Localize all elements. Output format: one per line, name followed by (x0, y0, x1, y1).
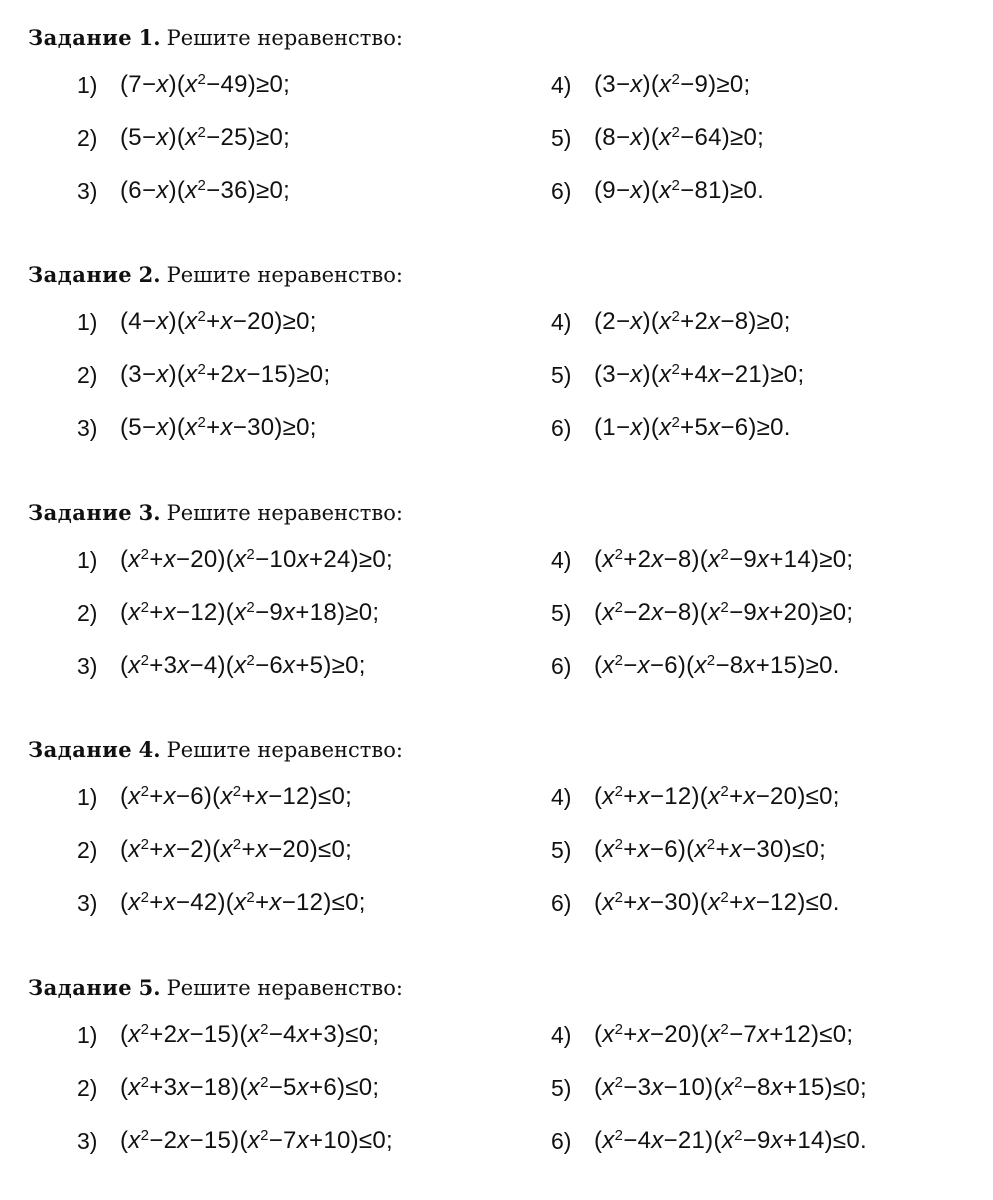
problem-expression: $(x^2-x-6)(x^2-8x+15)\ge 0$. (594, 651, 840, 679)
problem-expression: $(x^2+x-2)(x^2+x-20)\le 0$; (120, 835, 353, 863)
problem-number: 5) (551, 125, 572, 151)
task-title (28, 734, 403, 765)
task-number: 4 (138, 737, 154, 762)
problem-number: 2) (77, 362, 98, 388)
problem-expression: $(x^2+x-6)(x^2+x-30)\le 0$; (594, 835, 827, 863)
problem-number: 5) (551, 837, 572, 863)
problem-number: 4) (551, 784, 572, 810)
problem-expression: $(9-x)(x^2-81)\ge 0$. (594, 176, 765, 204)
task-number: 3 (138, 500, 154, 525)
problem-number: 4) (551, 1022, 572, 1048)
problem-number: 2) (77, 600, 98, 626)
problem-number: 3) (77, 890, 98, 916)
problem-expression: $(3-x)(x^2+2x-15)\ge 0$; (120, 360, 331, 388)
task-number-dot: . (153, 737, 161, 762)
problem-number: 1) (77, 72, 98, 98)
task-title (28, 259, 403, 290)
task-title (28, 22, 403, 53)
task-instruction: Решите неравенство: (166, 738, 403, 762)
problem-number: 2) (77, 837, 98, 863)
problem-number: 2) (77, 125, 98, 151)
problem-expression: $(x^2+2x-8)(x^2-9x+14)\ge 0$; (594, 545, 854, 573)
problem-number: 5) (551, 1075, 572, 1101)
problem-number: 4) (551, 309, 572, 335)
problem-expression: $(x^2-4x-21)(x^2-9x+14)\le 0$. (594, 1126, 867, 1154)
problem-expression: $(3-x)(x^2+4x-21)\ge 0$; (594, 360, 805, 388)
problem-number: 5) (551, 362, 572, 388)
problem-expression: $(7-x)(x^2-49)\ge 0$; (120, 70, 291, 98)
problem-expression: $(x^2+x-12)(x^2+x-20)\le 0$; (594, 782, 840, 810)
problem-expression: $(x^2+2x-15)(x^2-4x+3)\le 0$; (120, 1020, 380, 1048)
task-instruction: Решите неравенство: (166, 501, 403, 525)
problem-expression: $(8-x)(x^2-64)\ge 0$; (594, 123, 765, 151)
problem-number: 1) (77, 547, 98, 573)
task-label: Задание (28, 262, 133, 287)
problem-number: 3) (77, 1128, 98, 1154)
problem-expression: $(x^2+x-6)(x^2+x-12)\le 0$; (120, 782, 353, 810)
problem-expression: $(x^2+x-42)(x^2+x-12)\le 0$; (120, 888, 366, 916)
problem-expression: $(x^2+x-12)(x^2-9x+18)\ge 0$; (120, 598, 380, 626)
problem-expression: $(6-x)(x^2-36)\ge 0$; (120, 176, 291, 204)
task-number-dot: . (153, 25, 161, 50)
problem-expression: $(x^2+x-20)(x^2-7x+12)\le 0$; (594, 1020, 854, 1048)
task-label: Задание (28, 737, 133, 762)
problem-expression: $(x^2-2x-8)(x^2-9x+20)\ge 0$; (594, 598, 854, 626)
problem-number: 6) (551, 1128, 572, 1154)
problem-expression: $(x^2-3x-10)(x^2-8x+15)\le 0$; (594, 1073, 867, 1101)
problem-number: 6) (551, 890, 572, 916)
problem-number: 5) (551, 600, 572, 626)
problem-expression: $(5-x)(x^2+x-30)\ge 0$; (120, 413, 317, 441)
task-label: Задание (28, 25, 133, 50)
problem-number: 4) (551, 72, 572, 98)
problem-number: 1) (77, 309, 98, 335)
task-number: 5 (138, 975, 154, 1000)
problem-expression: $(2-x)(x^2+2x-8)\ge 0$; (594, 307, 791, 335)
problem-expression: $(5-x)(x^2-25)\ge 0$; (120, 123, 291, 151)
problem-expression: $(1-x)(x^2+5x-6)\ge 0$. (594, 413, 791, 441)
task-number: 2 (138, 262, 154, 287)
problem-number: 3) (77, 653, 98, 679)
problem-expression: $(x^2+x-20)(x^2-10x+24)\ge 0$; (120, 545, 394, 573)
problem-expression: $(x^2+3x-18)(x^2-5x+6)\le 0$; (120, 1073, 380, 1101)
problem-expression: $(x^2+x-30)(x^2+x-12)\le 0$. (594, 888, 840, 916)
task-label: Задание (28, 975, 133, 1000)
task-number-dot: . (153, 500, 161, 525)
problem-number: 2) (77, 1075, 98, 1101)
problem-expression: $(x^2-2x-15)(x^2-7x+10)\le 0$; (120, 1126, 393, 1154)
task-title (28, 497, 403, 528)
problem-expression: $(4-x)(x^2+x-20)\ge 0$; (120, 307, 317, 335)
problem-number: 4) (551, 547, 572, 573)
problem-number: 6) (551, 178, 572, 204)
task-number-dot: . (153, 975, 161, 1000)
task-label: Задание (28, 500, 133, 525)
problem-number: 6) (551, 653, 572, 679)
problem-number: 1) (77, 784, 98, 810)
task-number: 1 (138, 25, 154, 50)
task-number-dot: . (153, 262, 161, 287)
problem-number: 3) (77, 415, 98, 441)
problem-expression: $(x^2+3x-4)(x^2-6x+5)\ge 0$; (120, 651, 366, 679)
problem-number: 3) (77, 178, 98, 204)
task-instruction: Решите неравенство: (166, 263, 403, 287)
problem-expression: $(3-x)(x^2-9)\ge 0$; (594, 70, 751, 98)
problem-number: 1) (77, 1022, 98, 1048)
task-instruction: Решите неравенство: (166, 26, 403, 50)
task-instruction: Решите неравенство: (166, 976, 403, 1000)
task-title (28, 972, 403, 1003)
problem-number: 6) (551, 415, 572, 441)
